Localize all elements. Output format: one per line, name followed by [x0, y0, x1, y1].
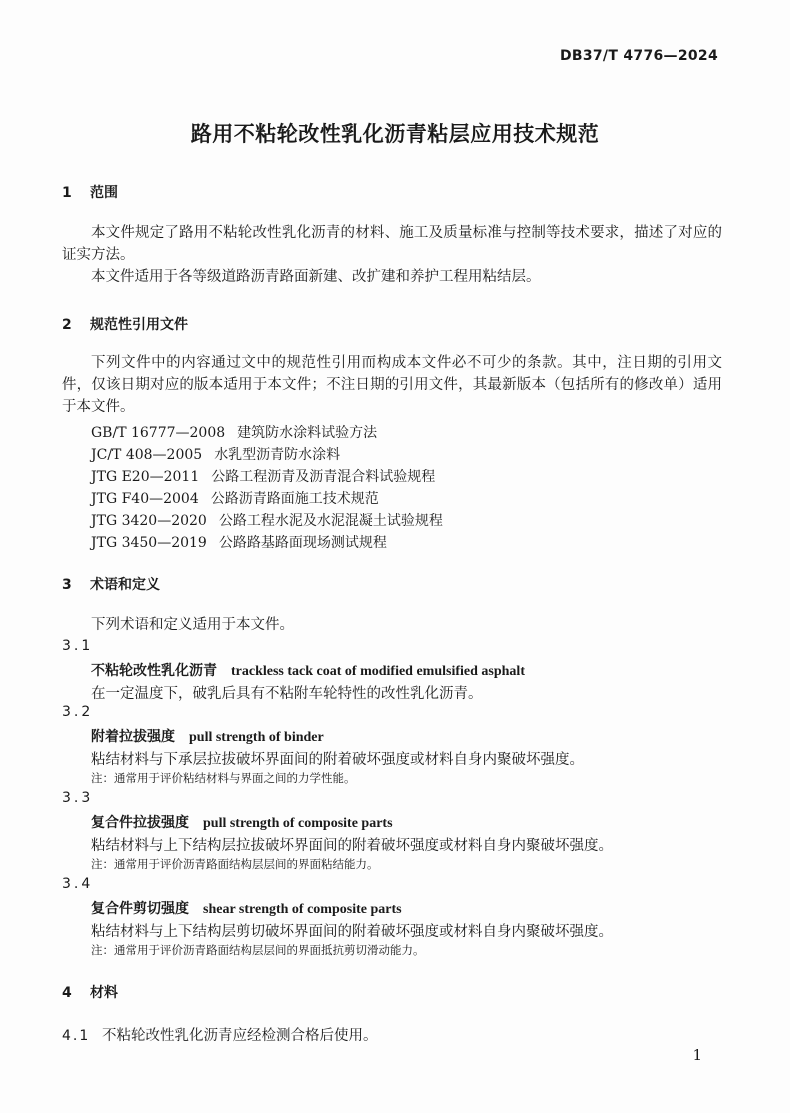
clause-number: 4.1 [62, 1028, 91, 1044]
reference-title: 公路沥青路面施工技术规范 [210, 491, 379, 507]
term-note: 注：通常用于评价沥青路面结构层层间的界面抵抗剪切滑动能力。 [91, 943, 425, 957]
section-title: 规范性引用文件 [90, 317, 188, 333]
section-1-paragraph-2: 本文件适用于各等级道路沥青路面新建、改扩建和养护工程用粘结层。 [91, 269, 541, 285]
term-heading [91, 726, 324, 746]
reference-title: 公路工程沥青及沥青混合料试验规程 [211, 469, 436, 485]
section-number: 2 [62, 317, 72, 333]
term-english: pull strength of binder [189, 730, 324, 745]
term-note: 注：通常用于评价沥青路面结构层层间的界面粘结能力。 [91, 857, 379, 871]
reference-title: 建筑防水涂料试验方法 [237, 425, 378, 441]
term-definition: 粘结材料与上下结构层拉拔破坏界面间的附着破坏强度或材料自身内聚破坏强度。 [91, 838, 613, 854]
section-3-heading [62, 574, 160, 594]
term-heading [91, 660, 525, 680]
section-1-paragraph-1: 本文件规定了路用不粘轮改性乳化沥青的材料、施工及质量标准与控制等技术要求，描述了对应的证实方法。 [62, 225, 722, 263]
reference-title: 公路路基路面现场测试规程 [218, 535, 387, 551]
term-chinese: 复合件剪切强度 [91, 901, 189, 917]
term-chinese: 不粘轮改性乳化沥青 [91, 663, 217, 679]
clause-4-1 [62, 1026, 378, 1047]
section-2-paragraph-1: 下列文件中的内容通过文中的规范性引用而构成本文件必不可少的条款。其中，注日期的引用文件，仅该日期对应的版本适用于本文件；不注日期的引用文件，其最新版本（包括所有的修改单）适用于本文件。 [62, 355, 722, 415]
reference-title: 公路工程水泥及水泥混凝土试验规程 [218, 513, 443, 529]
reference-code: JTG 3450—2019 [91, 535, 207, 551]
section-4-heading [62, 982, 118, 1002]
clause-text: 不粘轮改性乳化沥青应经检测合格后使用。 [102, 1028, 378, 1044]
reference-code: JTG 3420—2020 [91, 513, 207, 529]
section-number: 3 [62, 577, 72, 593]
term-number: 3.4 [62, 876, 94, 892]
section-title: 材料 [90, 985, 118, 1001]
term-number: 3.3 [62, 790, 94, 806]
term-chinese: 附着拉拔强度 [91, 729, 175, 745]
reference-code: JC/T 408—2005 [91, 447, 203, 463]
section-title: 术语和定义 [90, 577, 160, 593]
reference-item [91, 510, 443, 530]
reference-item [91, 444, 340, 464]
reference-title: 水乳型沥青防水涂料 [214, 447, 341, 463]
document-title: 路用不粘轮改性乳化沥青粘层应用技术规范 [190, 122, 600, 146]
reference-code: GB/T 16777—2008 [91, 425, 226, 441]
term-chinese: 复合件拉拔强度 [91, 815, 189, 831]
section-2-heading [62, 314, 188, 334]
reference-item [91, 532, 387, 552]
reference-item [91, 488, 379, 508]
term-english: pull strength of composite parts [203, 816, 393, 831]
section-3-intro: 下列术语和定义适用于本文件。 [91, 617, 294, 633]
reference-item [91, 466, 435, 486]
term-number: 3.1 [62, 638, 94, 654]
section-number: 4 [62, 985, 72, 1001]
term-heading [91, 898, 402, 918]
term-english: shear strength of composite parts [203, 902, 402, 917]
section-number: 1 [62, 185, 72, 201]
section-1-heading [62, 182, 118, 202]
term-english: trackless tack coat of modified emulsified asphalt [231, 664, 525, 679]
reference-code: JTG E20—2011 [91, 469, 200, 485]
term-definition: 粘结材料与上下结构层剪切破坏界面间的附着破坏强度或材料自身内聚破坏强度。 [91, 924, 613, 940]
section-title: 范围 [90, 185, 118, 201]
term-number: 3.2 [62, 704, 94, 720]
reference-code: JTG F40—2004 [91, 491, 199, 507]
term-heading [91, 812, 393, 832]
page-number: 1 [692, 1046, 702, 1064]
reference-item [91, 422, 377, 442]
term-note: 注：通常用于评价粘结材料与界面之间的力学性能。 [91, 771, 356, 785]
standard-code: DB37/T 4776—2024 [559, 48, 718, 64]
term-definition: 粘结材料与下承层拉拔破坏界面间的附着破坏强度或材料自身内聚破坏强度。 [91, 752, 584, 768]
term-definition: 在一定温度下，破乳后具有不粘附车轮特性的改性乳化沥青。 [91, 686, 483, 702]
